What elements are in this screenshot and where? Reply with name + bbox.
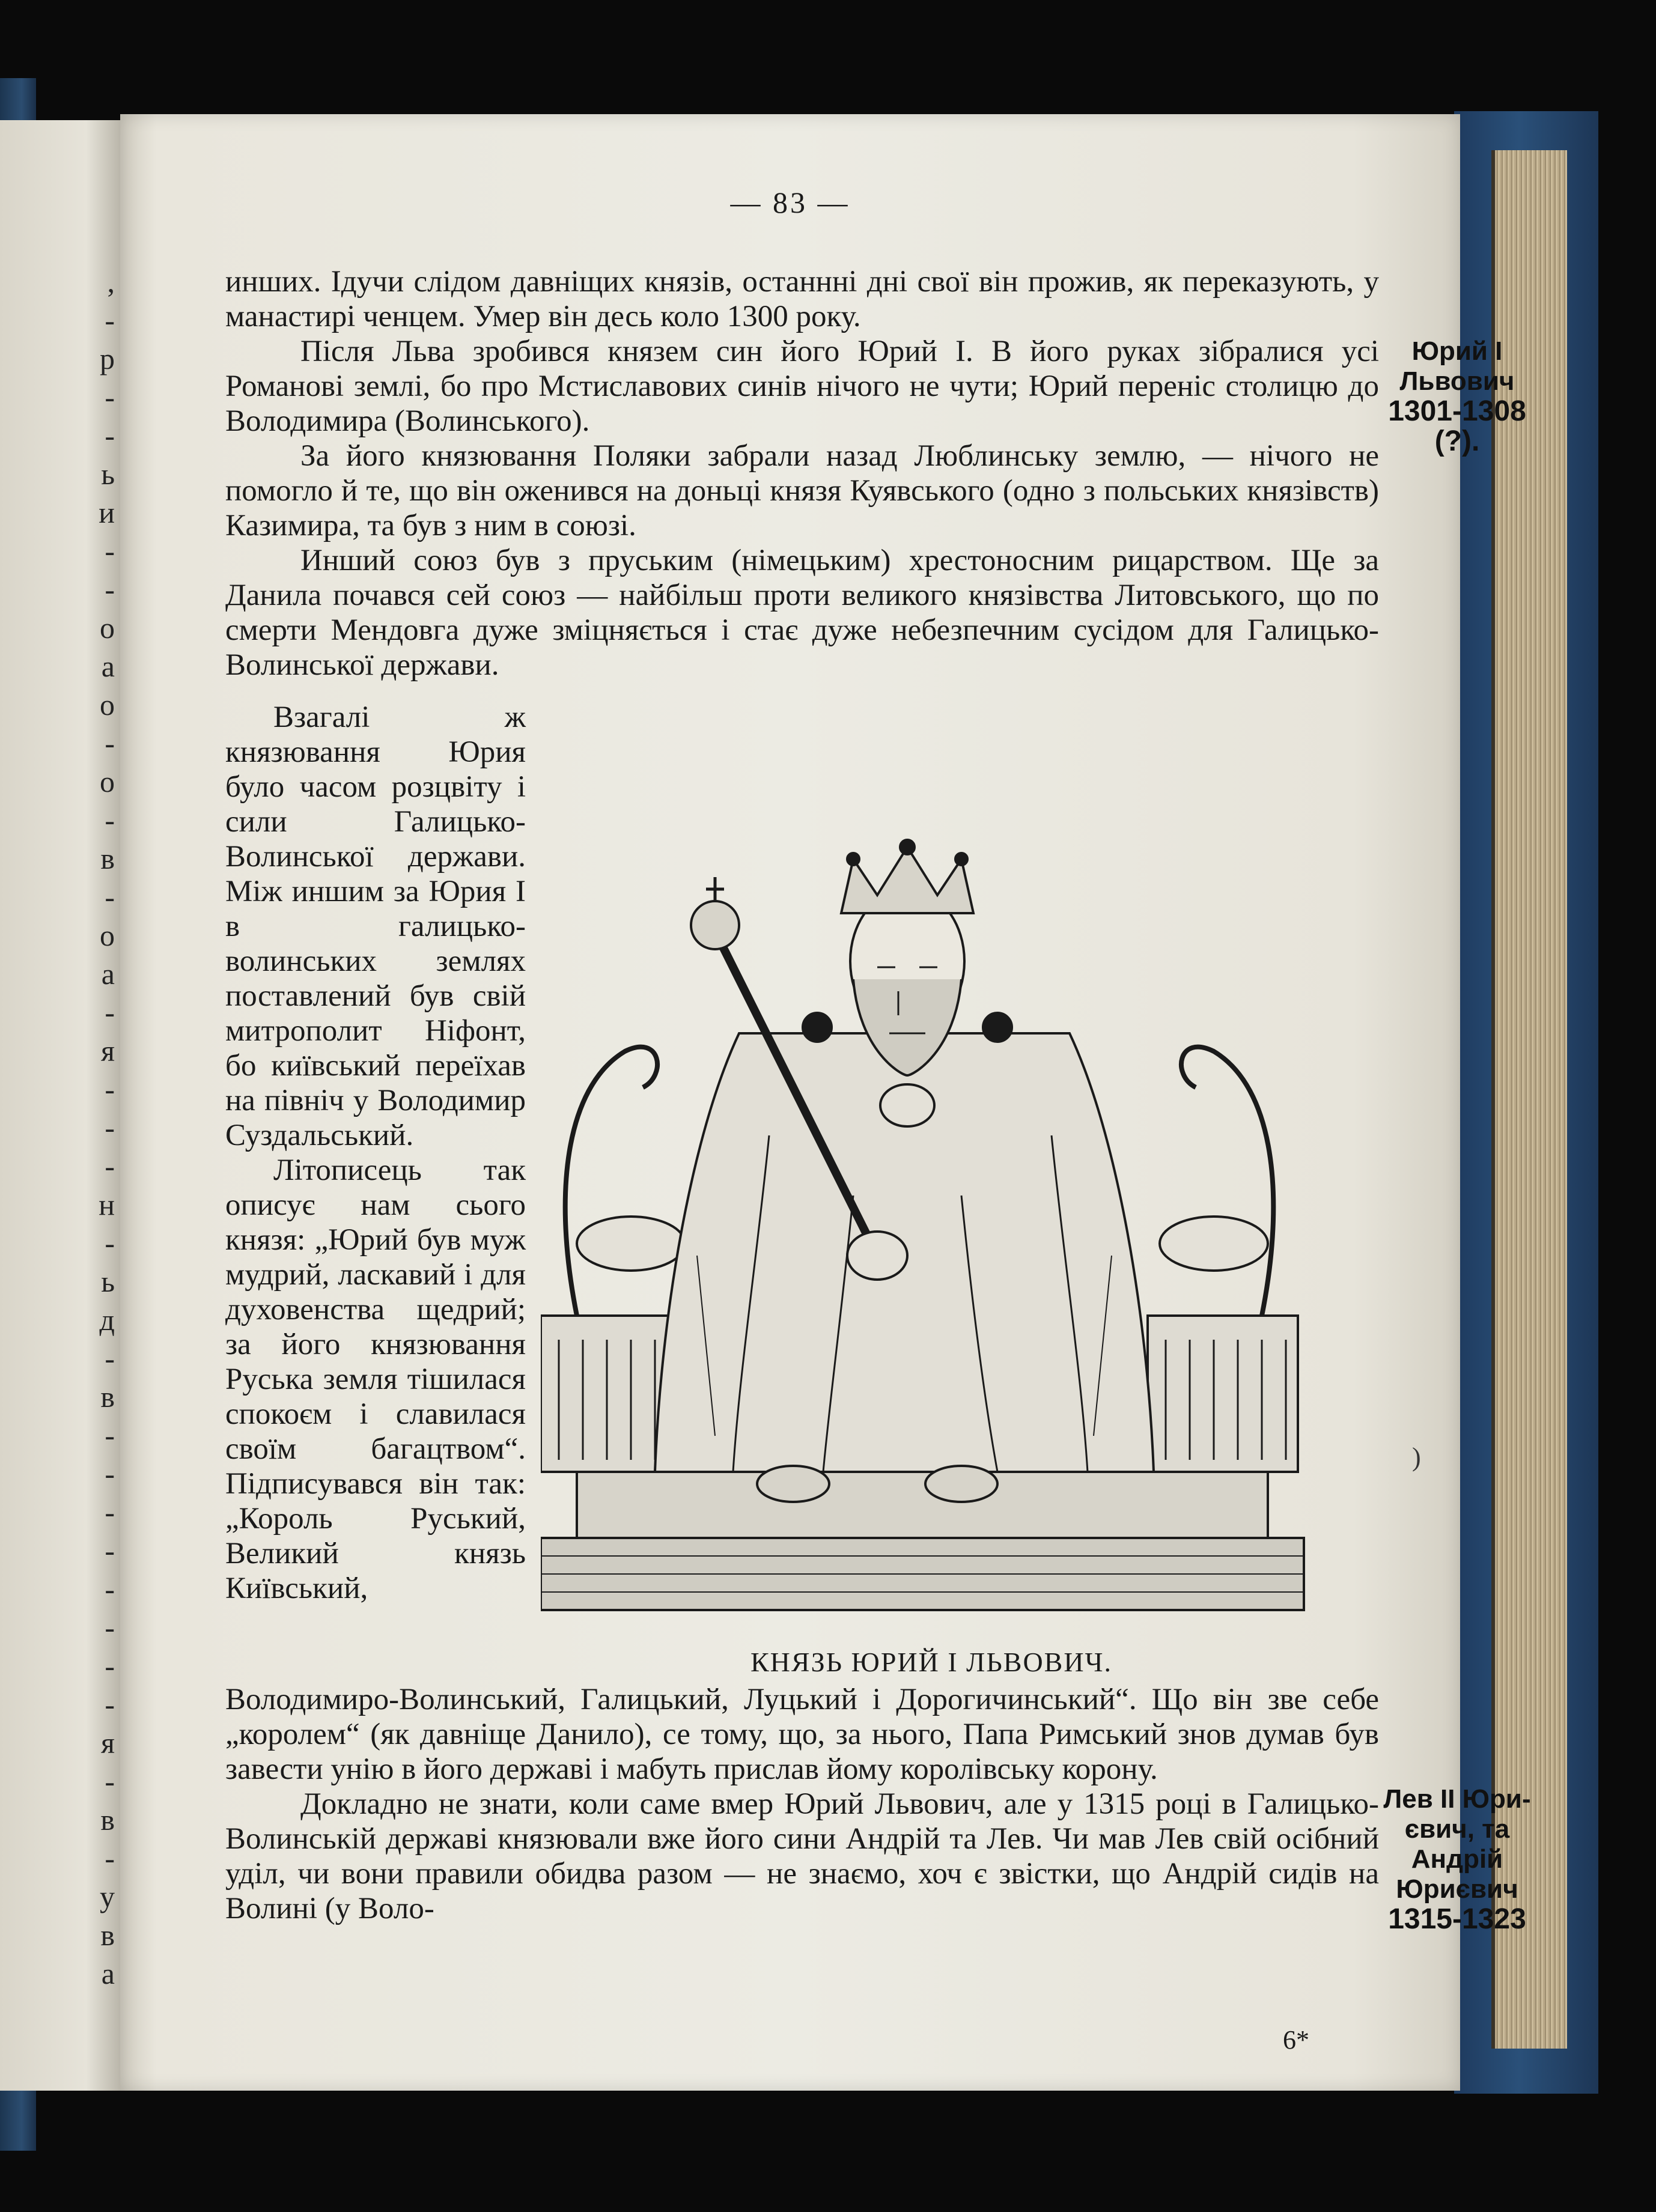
left-page-fragment: - [105, 726, 115, 760]
left-page-fragment: у [100, 1880, 115, 1913]
left-page-fragment: - [105, 1611, 115, 1644]
left-page-fragment: о [100, 688, 115, 722]
sidenote-lev-andriy [1382, 1784, 1532, 1934]
sidenote-line: 1315-1323 [1388, 1903, 1526, 1935]
left-page-fragment: н [99, 1188, 115, 1221]
sidenote-line: Юрий І [1411, 336, 1503, 366]
text-block-narrow [225, 700, 526, 1606]
text-block-top [225, 264, 1379, 682]
left-page-fragment: а [101, 957, 115, 991]
stray-mark: ) [1412, 1442, 1421, 1472]
left-page-fragment: в [100, 1803, 115, 1837]
left-page-fragment: - [105, 1418, 115, 1452]
left-page-fragment: - [105, 1341, 115, 1375]
left-page-fragment: - [105, 573, 115, 606]
signature-mark: 6* [1283, 2025, 1309, 2055]
left-page-fragment: - [105, 534, 115, 568]
left-page-fragment: в [100, 1380, 115, 1414]
paragraph-6: Літописець так описує нам сього князя: „Юрий був муж мудрий, ласкавий і для духовенства щедрий; за його князювання Руська земля тішилася спокоєм і славилася своїм багацтвом“. Підписувався він так: „Король Руський, Великий князь Київський, [225, 1153, 526, 1605]
left-page-fragment: - [105, 880, 115, 914]
left-page-fragment: - [105, 1688, 115, 1721]
left-page-fragment: - [105, 419, 115, 452]
left-page-fragment: о [100, 611, 115, 645]
paragraph-1: инших. Ідучи слідом давніщих князів, останнні дні свої він прожив, як переказують, у манастирі ченцем. Умер він десь коло 1300 року. [225, 265, 1379, 333]
left-page-fragment: - [105, 1111, 115, 1144]
left-page-fragment: - [105, 1457, 115, 1490]
left-page-fragment: о [100, 919, 115, 952]
left-page-fragment: - [105, 995, 115, 1029]
left-page-fragment: - [105, 1764, 115, 1798]
sidenote-line: Андрій [1411, 1844, 1503, 1874]
left-page-fragment: в [100, 842, 115, 875]
illustration-caption: КНЯЗЬ ЮРИЙ І ЛЬВОВИЧ. [750, 1647, 1112, 1677]
paragraph-6-continued: Володимиро-Волинський, Галицький, Луцький і Дорогичинський“. Що він зве себе „королем“ (як давніще Данило), се тому, що, за нього, Папа Римський знов думав був завести унію в його державі і мабуть прислав йому королівську корону. [225, 1683, 1379, 1786]
left-page-fragment: - [105, 1226, 115, 1260]
left-page-fragment: - [105, 1841, 115, 1875]
left-page-fragment: в [100, 1918, 115, 1952]
left-page-fragment: о [100, 765, 115, 798]
left-page-fragment: я [101, 1726, 115, 1760]
left-page-fragment: - [105, 1072, 115, 1106]
left-page-fragment: - [105, 303, 115, 337]
left-page-fragment: - [105, 1572, 115, 1606]
text-block-bottom [225, 1682, 1379, 1926]
sidenote-yuriy-i [1382, 336, 1532, 457]
prince-illustration [541, 835, 1316, 1652]
sidenote-line: євич, та [1404, 1814, 1510, 1844]
book-page [120, 114, 1531, 2091]
paragraph-2: Після Льва зробився князем син його Юрий І. В його руках зібралися усі Романові землі, бо про Мстиславових синів нічого не чути; Юрий переніс столицю до Володимира (Волинського). [225, 335, 1379, 438]
paragraph-5: Взагалі ж князювання Юрия було часом розцвіту і сили Галицько-Волинської держави. Між иншим за Юрия І в галицько-волинських землях поставлений був свій митрополит Ніфонт, бо київський переїхав на північ у Володимир Суздальський. [225, 700, 526, 1152]
left-page-fragment: ь [101, 457, 115, 491]
left-page-fragment: - [105, 1534, 115, 1567]
left-page-fragment: , [107, 265, 115, 299]
sidenote-line: Юриєвич [1396, 1874, 1518, 1904]
sidenote-line: 1301-1308 [1388, 395, 1526, 427]
sidenote-line: Львович [1399, 366, 1515, 396]
left-page-fragment: - [105, 803, 115, 837]
left-page-fragment: и [99, 496, 115, 529]
left-page-fragment: д [99, 1303, 115, 1337]
left-page-fragment: - [105, 380, 115, 414]
left-page-fragment: - [105, 1149, 115, 1183]
left-page-fragment: ь [101, 1265, 115, 1298]
left-page-fragment: а [101, 1957, 115, 1990]
left-page-fragment: а [101, 649, 115, 683]
left-page-fragment: - [105, 1649, 115, 1683]
sidenote-line: Лев II Юри- [1383, 1784, 1531, 1814]
left-page-fragment: - [105, 1495, 115, 1529]
paragraph-3: За його князювання Поляки забрали назад Люблинську землю, — нічого не помогло й те, що він оженився на доньці князя Куявського (одно з польських князівств) Казимира, та був з ним в союзі. [225, 439, 1379, 542]
paragraph-7: Докладно не знати, коли саме вмер Юрий Львович, але у 1315 році в Галицько-Волинській державі князювали вже його сини Андрій та Лев. Чи мав Лев свій осібний уділ, чи вони правили обидва разом — не знаємо, хоч є звістки, що Андрій сидів на Волині (у Воло- [225, 1787, 1379, 1925]
sidenote-line: (?). [1434, 425, 1480, 457]
left-page [0, 120, 123, 2091]
paragraph-4: Инший союз був з пруським (німецьким) хрестоносним рицарством. Ще за Данила почався сей союз — найбільш проти великого князівства Литовського, що по смерти Мендовга дуже зміцняється і стає дуже небезпечним сусідом для Галицько-Волинської держави. [225, 544, 1379, 682]
page-number: — 83 — [730, 186, 850, 219]
left-page-fragment: р [100, 342, 115, 375]
left-page-fragment: я [101, 1034, 115, 1068]
